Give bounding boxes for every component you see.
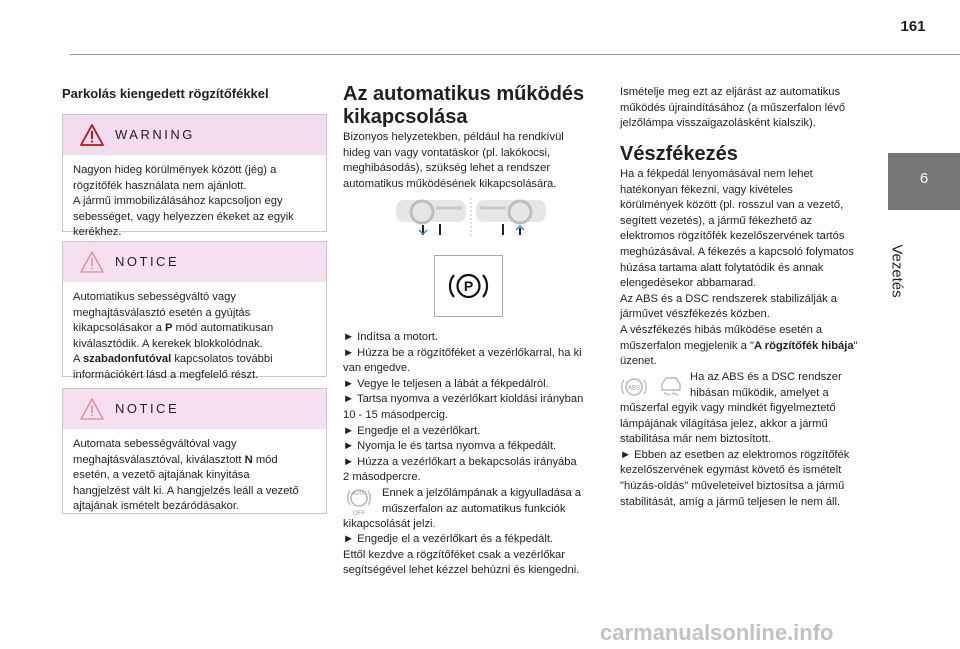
section-heading-auto-off: Az automatikus működés kikapcsolása: [343, 83, 585, 128]
notice1-text-a: Automatikus sebességváltó vagy meghajtásválasztó esetén a gyújtás kikapcsolásakor a: [73, 291, 251, 335]
abs-label: ABS: [627, 385, 641, 392]
emergency-braking-text: [620, 167, 882, 370]
warning-triangle-icon: [80, 124, 104, 146]
chapter-label: [877, 216, 917, 326]
notice-header-2: [63, 389, 326, 429]
notice-triangle-icon: [80, 398, 104, 420]
auto-off-warning-icon: [344, 486, 374, 516]
notice1-mode-p: P: [165, 322, 173, 335]
warning-text: Nagyon hideg körülmények között (jég) a rögzítőfék használata nem ajánlott. A jármű immobilizálásához kapcsoljon egy sebességet, vagy helyezzen ékeket az egyik kerékhez.: [73, 164, 294, 239]
notice-text-1: [63, 282, 326, 392]
notice2-mode-n: N: [244, 453, 253, 466]
emergency-text-b: " üzenet.: [620, 339, 858, 368]
chapter-label-text: Vezetés: [888, 244, 906, 298]
auto-off-intro: Bizonyos helyzetekben, például ha rendkívül hideg van vagy vontatáskor (pl. lakókocsi, meghibásodás), szükség lehet a rendszer automatikus működésének kikapcsolására.: [343, 131, 564, 190]
auto-off-steps-1: ► Indítsa a motort. ► Húzza be a rögzítőféket a vezérlőkarral, ha ki van engedve. ► Vegye le teljesen a lábát a fékpedálról. ► Tartsa nyomva a vezérlőkart kioldási irányban 10 - 15 másodpercig. ► Engedje el a vezérlőkart. ► Nyomja le és tartsa nyomva a fékpedált. ► Húzza a vezérlőkart a bekapcsolás irányába 2 másodpercre.: [343, 331, 584, 484]
warning-title: WARNING: [115, 127, 195, 142]
notice-box-1: [62, 241, 327, 381]
restore-auto-text: Ismételje meg ezt az eljárást az automatikus működés újraindításához (a műszerfalon lévő jelzőlámpa visszaigazolásként kialszik).: [620, 86, 846, 130]
auto-off-icon: [344, 486, 374, 516]
abs-dsc-icon-note: Ha az ABS és a DSC rendszer hibásan működik, amelyet a: [690, 371, 842, 399]
page-number: 161: [900, 18, 926, 35]
auto-off-icon-note: Ennek a jelzőlámpának a kigyulladása a műszerfalon az automatikus funkciók: [382, 487, 582, 515]
header-divider: [70, 54, 960, 55]
notice1-freewheel: szabadonfutóval: [82, 353, 172, 366]
notice-text-2: [63, 429, 326, 523]
notice1-text-c: mód automatikusan kiválasztódik. A kerekek blokkolódnak. A: [73, 322, 274, 366]
notice2-text-c: mód esetén, a vezető ajtajának kinyitása hangjelzést vált ki. A hangjelzés leáll a vezető ajtajának ismételt bezáródásakor.: [73, 453, 299, 513]
warning-header: [63, 115, 326, 155]
notice1-text-e: kapcsolatos további információkért lásd a megfelelő részt.: [73, 353, 273, 381]
abs-warning-icon: [620, 374, 686, 402]
abs-dsc-icons: [620, 374, 686, 402]
notice-triangle-icon: [80, 251, 104, 273]
section-heading-parking: Parkolás kiengedett rögzítőfékkel: [62, 86, 269, 101]
section-heading-emergency-braking: Vészfékezés: [620, 143, 738, 165]
notice-box-2: [62, 388, 327, 514]
auto-off-steps-2: ► Engedje el a vezérlőkart és a fékpedált. Ettől kezdve a rögzítőféket csak a vezérlőkar segítségével lehet kézzel behúzni és kiengedni.: [343, 533, 580, 577]
dsc-skid-icon: [662, 378, 680, 395]
notice2-text-a: Automata sebességváltóval vagy meghajtásválasztóval, kiválasztott: [73, 438, 242, 466]
parking-brake-indicator-box: [434, 255, 503, 317]
brake-fault-message: A rögzítőfék hibája: [753, 339, 854, 352]
steering-wheel-lever-illustration: [396, 198, 548, 238]
auto-off-icon-note-cont: kikapcsolását jelzi.: [343, 518, 436, 530]
auto-label: AUTO: [352, 491, 366, 497]
chapter-number: 6: [919, 170, 929, 187]
warning-box: [62, 114, 327, 239]
emergency-text-a: Ha a fékpedál lenyomásával nem lehet hatékonyan fékezni, vagy kivételes körülmények között (pl. rosszul van a vezető, segített vezetés), a jármű fékezhető az elektromos rögzítőfék kezelőszervének tartós meghúzásával. A fékezés a kapcsoló folymatos húzása tartama alatt folytatódik és annak elengedésekor abbamarad. Az ABS és a DSC rendszerek stabilizálják a járművet vészfékezés közben. A vészfékezés hibás működése esetén a műszerfalon megjelenik a ": [620, 168, 854, 352]
off-label: OFF: [353, 511, 365, 516]
abs-dsc-instructions: műszerfal egyik vagy mindkét figyelmeztető lámpájának világítása jelez, akkor a jármű stabilitása már nem biztosított. ► Ebben az esetben az elektromos rögzítőfék kezelőszervének egymást követő és ismételt "húzás-oldás" műveleteivel biztosítsa a jármű stabilitását, amíg a jármű teljesen le nem áll.: [620, 402, 850, 508]
notice-title-1: NOTICE: [115, 254, 180, 269]
p-letter: P: [463, 278, 474, 294]
watermark: carmanualsonline.info: [600, 620, 834, 645]
notice-header-1: [63, 242, 326, 282]
parking-brake-p-icon: [435, 256, 502, 316]
notice-title-2: NOTICE: [115, 401, 180, 416]
